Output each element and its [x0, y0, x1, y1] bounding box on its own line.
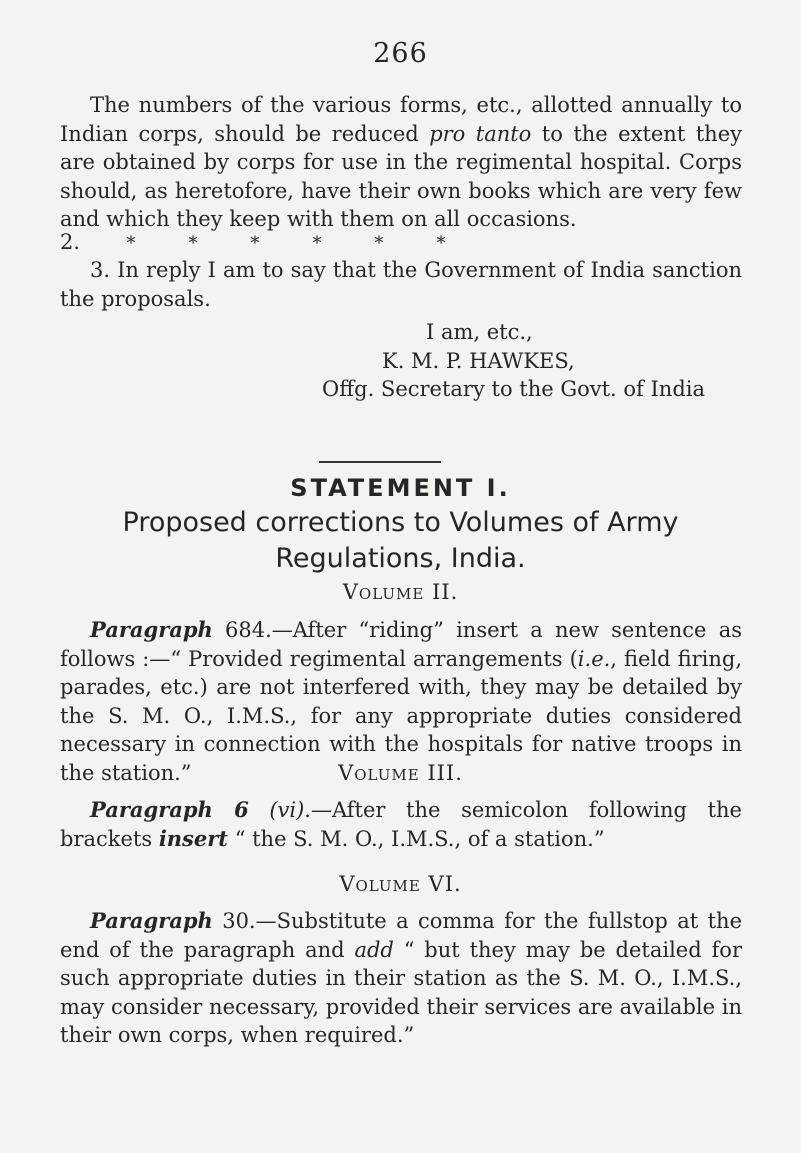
- volume-iii-title: Volume III.: [338, 761, 463, 785]
- volume-ii-text-2: , field firing, parades, etc.) are not interfered with, they may be detailed by the S. M. O., I.M.S., for any appropriate duties considered necessary in connection with the hospitals for native troops in the station.”: [60, 646, 742, 785]
- volume-vi-title: Volume VI.: [339, 872, 462, 896]
- signature-title: Offg. Secretary to the Govt. of India: [322, 377, 705, 401]
- volume-iii-vi: (vi): [269, 798, 305, 822]
- volume-iii-insert: insert: [158, 825, 229, 851]
- signature-line-1: I am, etc.,: [426, 320, 533, 344]
- heading-line-1: Proposed corrections to Volumes of Army: [122, 507, 679, 538]
- item-2-omitted: [60, 228, 742, 258]
- divider-rule: [319, 461, 441, 463]
- star: *: [188, 233, 198, 254]
- intro-italic: pro tanto: [429, 121, 532, 146]
- star: *: [436, 233, 446, 254]
- volume-iii-text-1: .—After the semicolon following the brackets: [60, 798, 742, 851]
- signature-block: [60, 318, 742, 404]
- intro-text-1: The numbers of the various forms, etc., allotted annually to Indian corps, should be reduced: [60, 93, 742, 146]
- volume-vi-add: add: [354, 937, 394, 962]
- star: *: [126, 233, 136, 254]
- section-heading: [0, 505, 801, 577]
- star: *: [374, 233, 384, 254]
- volume-ii-ie: i.e.: [577, 646, 611, 671]
- item-3-text: 3. In reply I am to say that the Government of India sanction the proposals.: [60, 258, 742, 311]
- paragraph-label: Paragraph: [90, 617, 213, 642]
- item-2-number: 2.: [60, 230, 81, 254]
- heading-line-2: Regulations, India.: [275, 543, 526, 574]
- intro-text-2: to the extent they are obtained by corps for use in the regimental hospital. Corps should, as heretofore, have their own books which are very few and which they keep with them on all occasions.: [60, 121, 742, 231]
- volume-ii-text-1: 684.—After “riding” insert a new sentence as follows :—“ Provided regimental arrangements (: [60, 618, 742, 671]
- intro-paragraph: [60, 91, 742, 234]
- volume-vi-paragraph: [60, 907, 742, 1050]
- item-3-paragraph: [60, 256, 742, 313]
- star: *: [250, 233, 260, 254]
- signature-name: K. M. P. HAWKES,: [382, 348, 575, 373]
- volume-iii-paragraph: [60, 796, 742, 853]
- volume-ii-title: Volume II.: [342, 580, 459, 604]
- statement-title: STATEMENT I.: [290, 474, 511, 502]
- volume-iii-text-2: “ the S. M. O., I.M.S., of a station.”: [228, 826, 605, 851]
- volume-vi-text-1: 30.—Substitute a comma for the fullstop at the end of the paragraph and: [60, 909, 742, 962]
- star: *: [312, 233, 322, 254]
- page-number: 266: [373, 38, 428, 69]
- volume-vi-text-2: “ but they may be detailed for such appropriate duties in their station as the S. M. O., I.M.S., may consider necessary, provided their services are available in their own corps, when required.”: [60, 937, 742, 1047]
- paragraph-label: Paragraph 6: [90, 797, 249, 822]
- paragraph-label: Paragraph: [90, 908, 213, 933]
